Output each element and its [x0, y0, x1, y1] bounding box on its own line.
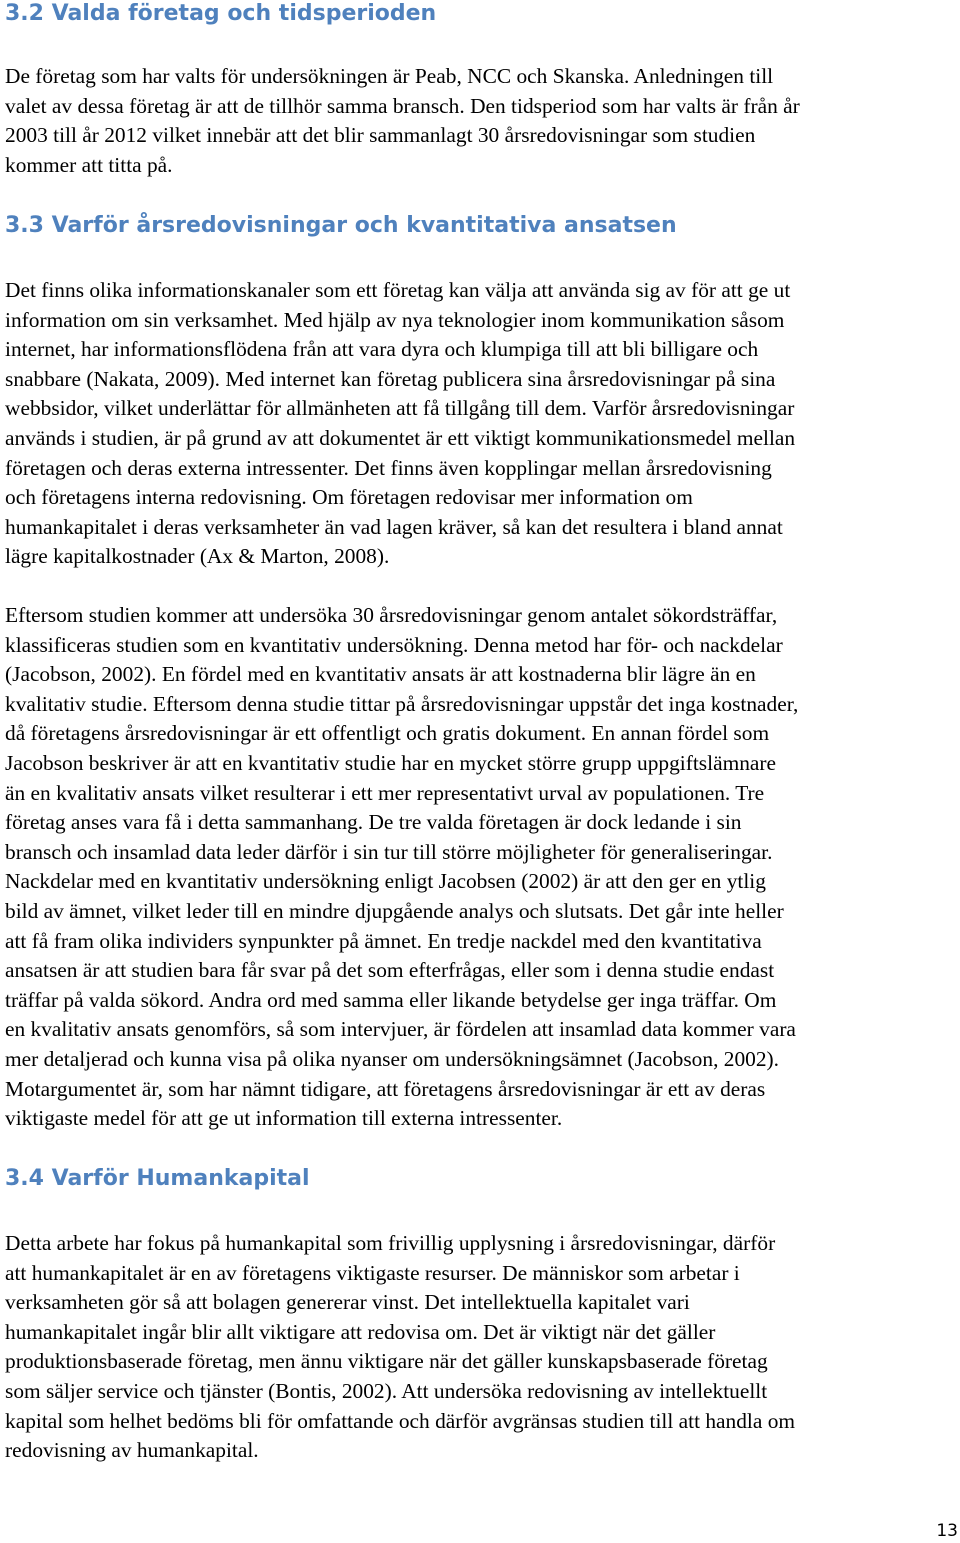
text-line: används i studien, är på grund av att dokumentet är ett viktigt kommunikationsmedel mellan	[5, 425, 796, 450]
text-line: kapital som helhet bedöms bli för omfattande och därför avgränsas studien till att handla om	[5, 1408, 796, 1433]
text-line: valet av dessa företag är att de tillhör samma bransch. Den tidsperiod som har valts är från år	[5, 93, 800, 118]
text-line: att få fram olika individers synpunkter på ämnet. En tredje nackdel med den kvantitativa	[5, 928, 762, 953]
text-line: ansatsen är att studien bara får svar på det som efterfrågas, eller som i denna studie endast	[5, 958, 775, 983]
page-number: 13	[936, 1521, 958, 1541]
text-line: Detta arbete har fokus på humankapital som frivillig upplysning i årsredovisningar, därför	[5, 1231, 776, 1255]
text-line: som säljer service och tjänster (Bontis, 2002). Att undersöka redovisning av intellektuellt	[5, 1378, 768, 1403]
text-line: bransch och insamlad data leder därför i sin tur till större möjligheter för generaliseringar.	[5, 839, 773, 864]
text-line: viktigaste medel för att ge ut information till externa intressenter.	[5, 1106, 563, 1131]
text-line: Jacobson beskriver är att en kvantitativ studie har en mycket större grupp uppgiftslämnare	[5, 750, 777, 775]
section-heading-3-3: 3.3 Varför årsredovisningar och kvantitativa ansatsen	[5, 213, 677, 238]
text-line: kommer att titta på.	[5, 152, 173, 177]
paragraph-3-2-1	[5, 62, 955, 180]
text-line: webbsidor, vilket underlättar för allmänheten att få tillgång till dem. Varför årsredovisningar	[5, 396, 795, 421]
text-line: träffar på valda sökord. Andra ord med samma eller likande betydelse ger inga träffar. Om	[5, 987, 777, 1012]
text-line: humankapitalet i deras verksamheter än vad lagen kräver, så kan det resultera i bland annat	[5, 514, 783, 539]
text-line: Eftersom studien kommer att undersöka 30 årsredovisningar genom antalet sökordsträffar,	[5, 603, 778, 627]
text-line: Motargumentet är, som har nämnt tidigare, att företagens årsredovisningar är ett av deras	[5, 1076, 766, 1101]
text-line: Det finns olika informationskanaler som ett företag kan välja att använda sig av för att ge ut	[5, 278, 791, 302]
section-heading-3-2: 3.2 Valda företag och tidsperioden	[5, 1, 437, 26]
text-line: att humankapitalet är en av företagens viktigaste resurser. De människor som arbetar i	[5, 1260, 740, 1285]
text-line: produktionsbaserade företag, men ännu viktigare när det gäller kunskapsbaserade företag	[5, 1349, 768, 1374]
text-line: klassificeras studien som en kvantitativ undersökning. Denna metod har för- och nackdelar	[5, 632, 783, 657]
text-line: kvalitativ studie. Eftersom denna studie tittar på årsredovisningar uppstår det inga kostnader,	[5, 691, 799, 716]
text-line: då företagens årsredovisningar är ett offentligt och gratis dokument. En annan fördel som	[5, 721, 770, 746]
text-line: en kvalitativ ansats genomförs, så som intervjuer, är fördelen att insamlad data kommer vara	[5, 1017, 796, 1042]
paragraph-3-3-2	[5, 601, 955, 1134]
text-line: redovisning av humankapital.	[5, 1438, 259, 1463]
text-line: internet, har informationsflödena från att vara dyra och klumpiga till att bli billigare och	[5, 337, 759, 362]
text-line: än en kvalitativ ansats vilket resulterar i ett mer representativt urval av populationen. Tre	[5, 780, 765, 805]
text-line: humankapitalet ingår blir allt viktigare att redovisa om. Det är viktigt när det gäller	[5, 1319, 716, 1344]
text-line: företagen och deras externa intressenter. Det finns även kopplingar mellan årsredovisning	[5, 455, 772, 480]
text-line: och företagens interna redovisning. Om företagen redovisar mer information om	[5, 485, 693, 510]
section-heading-3-4: 3.4 Varför Humankapital	[5, 1166, 310, 1191]
text-line: verksamheten gör så att bolagen genererar vinst. Det intellektuella kapitalet vari	[5, 1290, 690, 1315]
text-line: mer detaljerad och kunna visa på olika nyanser om undersökningsämnet (Jacobson, 2002).	[5, 1046, 780, 1071]
document-page	[5, 0, 955, 1543]
text-line: snabbare (Nakata, 2009). Med internet kan företag publicera sina årsredovisningar på sina	[5, 366, 776, 391]
text-line: företag anses vara få i detta sammanhang. De tre valda företagen är dock ledande i sin	[5, 810, 742, 835]
text-line: (Jacobson, 2002). En fördel med en kvantitativ ansats är att kostnaderna blir lägre än en	[5, 662, 756, 687]
text-line: lägre kapitalkostnader (Ax & Marton, 2008).	[5, 544, 390, 569]
paragraph-3-4-1	[5, 1229, 955, 1466]
text-line: De företag som har valts för undersökningen är Peab, NCC och Skanska. Anledningen till	[5, 64, 774, 88]
text-line: 2003 till år 2012 vilket innebär att det blir sammanlagt 30 årsredovisningar som studien	[5, 123, 756, 148]
text-line: bild av ämnet, vilket leder till en mindre djupgående analys och slutsats. Det går inte heller	[5, 898, 784, 923]
text-line: Nackdelar med en kvantitativ undersökning enligt Jacobsen (2002) är att den ger en ytlig	[5, 869, 766, 894]
text-line: information om sin verksamhet. Med hjälp av nya teknologier inom kommunikation såsom	[5, 307, 785, 332]
paragraph-3-3-1	[5, 276, 955, 572]
